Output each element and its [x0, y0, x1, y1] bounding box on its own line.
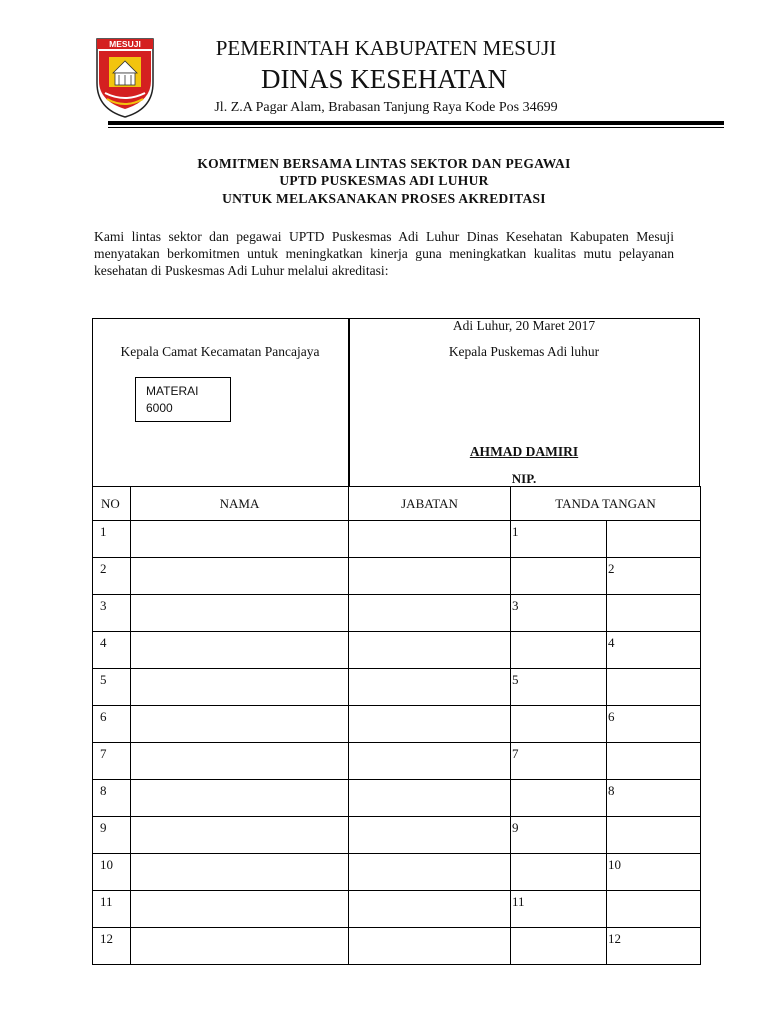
signature-cell-left[interactable]: [511, 632, 607, 669]
table-row: [93, 558, 701, 595]
materai-stamp-box: [135, 377, 231, 422]
column-header-jabatan: JABATAN: [349, 487, 511, 521]
table-row: [93, 817, 701, 854]
document-title-line-1: KOMITMEN BERSAMA LINTAS SEKTOR DAN PEGAWAI: [197, 156, 571, 171]
row-number: 11: [93, 891, 131, 928]
signature-cell-right[interactable]: 6: [607, 706, 701, 743]
nama-cell[interactable]: [131, 928, 349, 965]
row-number: 10: [93, 854, 131, 891]
table-row: [93, 743, 701, 780]
nama-cell[interactable]: [131, 817, 349, 854]
jabatan-cell[interactable]: [349, 558, 511, 595]
intro-paragraph: Kami lintas sektor dan pegawai UPTD Puskesmas Adi Luhur Dinas Kesehatan Kabupaten Mesuji menyatakan berkomitmen untuk meningkatkan kinerja guna meningkatkan kualitas mutu pelayanan kesehatan di Puskesmas Adi Luhur melalui akreditasi:: [94, 229, 674, 278]
nama-cell[interactable]: [131, 780, 349, 817]
signature-cell-left[interactable]: [511, 928, 607, 965]
signature-cell-right[interactable]: 8: [607, 780, 701, 817]
government-name: PEMERINTAH KABUPATEN MESUJI: [215, 36, 557, 60]
jabatan-cell[interactable]: [349, 669, 511, 706]
signature-cell-right[interactable]: 2: [607, 558, 701, 595]
signature-cell-right[interactable]: [607, 521, 701, 558]
table-row: [93, 521, 701, 558]
logo-text: MESUJI: [109, 39, 141, 49]
jabatan-cell[interactable]: [349, 854, 511, 891]
column-header-tanda-tangan: TANDA TANGAN: [511, 487, 701, 521]
jabatan-cell[interactable]: [349, 817, 511, 854]
row-number: 2: [93, 558, 131, 595]
signatory-name: AHMAD DAMIRI: [469, 444, 579, 459]
jabatan-cell[interactable]: [349, 595, 511, 632]
nama-cell[interactable]: [131, 891, 349, 928]
signature-cell-left[interactable]: [511, 780, 607, 817]
row-number: 7: [93, 743, 131, 780]
document-title-line-3: UNTUK MELAKSANAKAN PROSES AKREDITASI: [222, 191, 546, 206]
header-rule-thick: [108, 121, 724, 125]
jabatan-cell[interactable]: [349, 706, 511, 743]
jabatan-cell[interactable]: [349, 632, 511, 669]
signature-cell-left[interactable]: [511, 558, 607, 595]
row-number: 3: [93, 595, 131, 632]
jabatan-cell[interactable]: [349, 928, 511, 965]
signature-cell-left[interactable]: 7: [511, 743, 607, 780]
materai-label: MATERAI: [146, 384, 199, 398]
signature-cell-right[interactable]: 10: [607, 854, 701, 891]
header-rule-thin: [108, 127, 724, 128]
row-number: 9: [93, 817, 131, 854]
row-number: 4: [93, 632, 131, 669]
nama-cell[interactable]: [131, 854, 349, 891]
signature-cell-right[interactable]: [607, 595, 701, 632]
kepala-puskesmas-title: Kepala Puskemas Adi luhur: [448, 344, 600, 359]
row-number: 8: [93, 780, 131, 817]
materai-value: 6000: [146, 401, 173, 415]
table-row: [93, 706, 701, 743]
signature-cell-left[interactable]: [511, 706, 607, 743]
table-row: [93, 928, 701, 965]
signature-cell-right[interactable]: [607, 669, 701, 706]
row-number: 5: [93, 669, 131, 706]
nama-cell[interactable]: [131, 669, 349, 706]
signature-cell-left[interactable]: 11: [511, 891, 607, 928]
signature-cell-left[interactable]: 3: [511, 595, 607, 632]
signatory-nip: NIP.: [511, 471, 537, 486]
table-row: [93, 891, 701, 928]
row-number: 6: [93, 706, 131, 743]
nama-cell[interactable]: [131, 743, 349, 780]
row-number: 1: [93, 521, 131, 558]
nama-cell[interactable]: [131, 632, 349, 669]
jabatan-cell[interactable]: [349, 780, 511, 817]
signatory-name-wrapper: [348, 444, 700, 460]
table-row: [93, 632, 701, 669]
signature-cell-right[interactable]: [607, 817, 701, 854]
signature-table: [92, 486, 701, 965]
agency-name: DINAS KESEHATAN: [260, 64, 508, 94]
nama-cell[interactable]: [131, 558, 349, 595]
column-header-no: NO: [93, 487, 131, 521]
table-row: [93, 669, 701, 706]
jabatan-cell[interactable]: [349, 521, 511, 558]
signature-cell-left[interactable]: 1: [511, 521, 607, 558]
signature-cell-left[interactable]: 5: [511, 669, 607, 706]
office-address: Jl. Z.A Pagar Alam, Brabasan Tanjung Raya Kode Pos 34699: [214, 100, 558, 115]
camat-title: Kepala Camat Kecamatan Pancajaya: [120, 344, 320, 359]
nama-cell[interactable]: [131, 595, 349, 632]
signature-cell-right[interactable]: [607, 743, 701, 780]
row-number: 12: [93, 928, 131, 965]
signature-cell-left[interactable]: 9: [511, 817, 607, 854]
nama-cell[interactable]: [131, 521, 349, 558]
signing-date: Adi Luhur, 20 Maret 2017: [452, 318, 596, 333]
column-header-nama: NAMA: [131, 487, 349, 521]
jabatan-cell[interactable]: [349, 891, 511, 928]
table-header-row: [93, 487, 701, 521]
jabatan-cell[interactable]: [349, 743, 511, 780]
table-row: [93, 595, 701, 632]
signature-cell-right[interactable]: [607, 891, 701, 928]
table-row: [93, 780, 701, 817]
document-title-line-2: UPTD PUSKESMAS ADI LUHUR: [279, 173, 489, 188]
signature-cell-right[interactable]: 12: [607, 928, 701, 965]
table-row: [93, 854, 701, 891]
nama-cell[interactable]: [131, 706, 349, 743]
signature-cell-right[interactable]: 4: [607, 632, 701, 669]
signature-cell-left[interactable]: [511, 854, 607, 891]
